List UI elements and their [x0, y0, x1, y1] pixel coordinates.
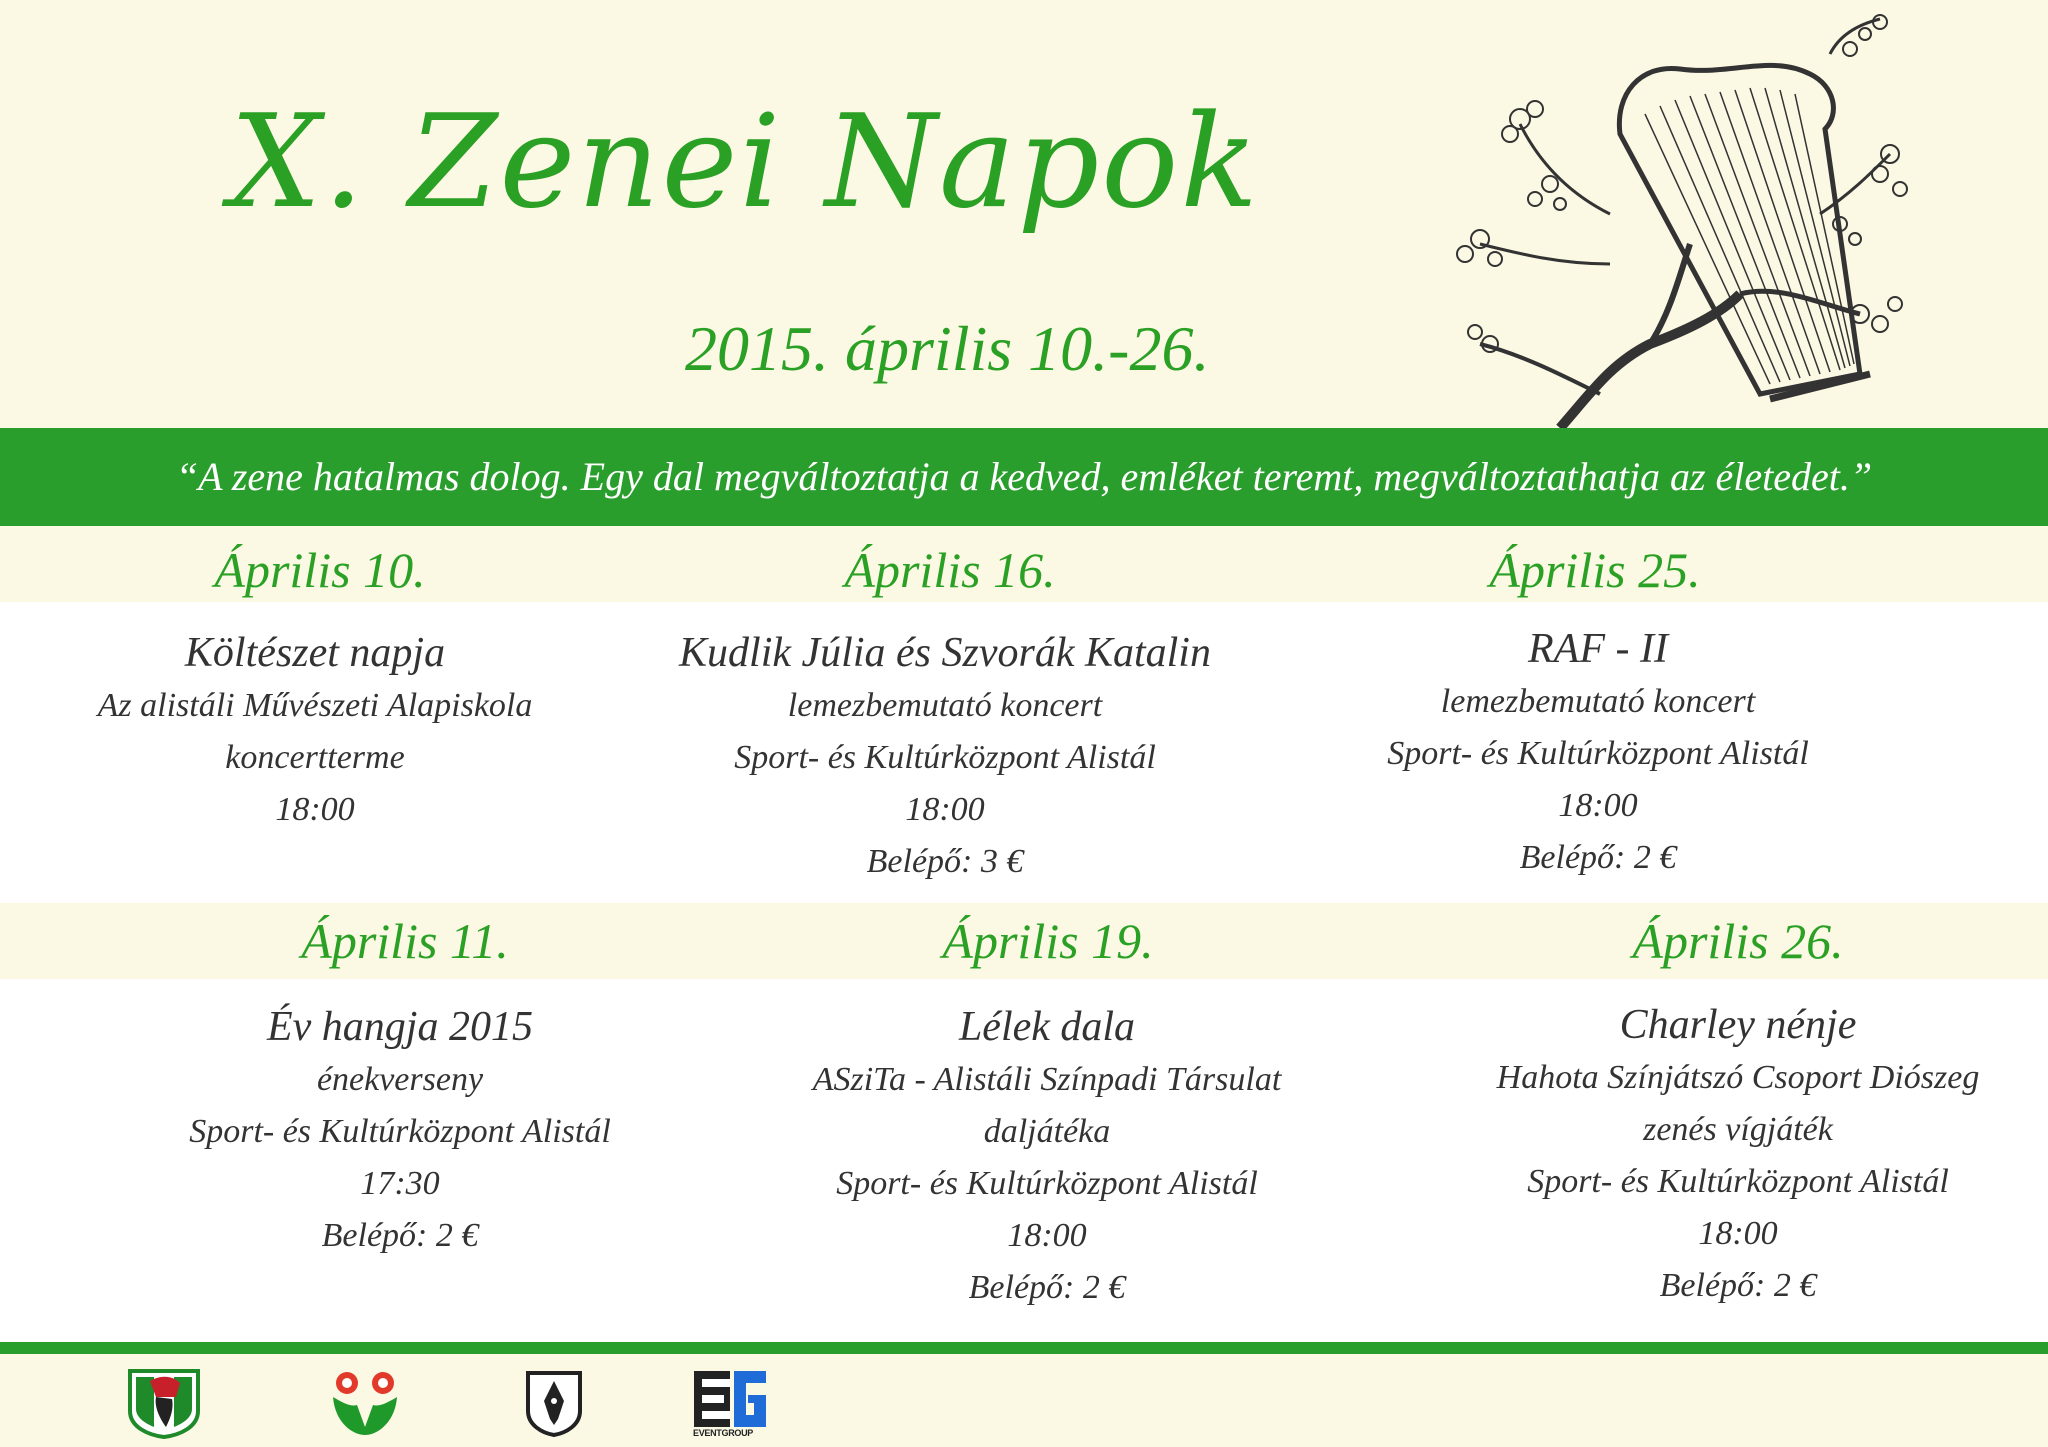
event-title: Költészet napja	[184, 630, 446, 676]
event-line: koncertterme	[225, 739, 405, 776]
coat-of-arms-logo	[126, 1367, 202, 1439]
date-april-10: Április 10.	[214, 542, 426, 598]
event-line: énekverseny	[316, 1061, 484, 1098]
event-venue: Sport- és Kultúrközpont Alistál	[734, 739, 1156, 776]
event-line: Az alistáli Művészeti Alapiskola	[97, 687, 533, 724]
event-line: ASziTa - Alistáli Színpadi Társulat	[812, 1061, 1282, 1098]
event-title: Kudlik Júlia és Szvorák Katalin	[679, 630, 1211, 676]
event-april-11	[189, 1000, 611, 1262]
event-april-10	[98, 626, 533, 836]
event-time: 17:30	[360, 1165, 440, 1202]
event-venue: Sport- és Kultúrközpont Alistál	[1527, 1163, 1949, 1200]
festival-dates: 2015. április 10.-26.	[685, 313, 1210, 384]
event-time: 18:00	[1698, 1215, 1778, 1252]
harp-tree-illustration	[1440, 14, 1910, 428]
event-april-16	[679, 626, 1211, 888]
event-title: RAF - II	[1528, 626, 1668, 672]
event-title: Charley nénje	[1619, 1002, 1857, 1048]
event-title: Év hangja 2015	[267, 1004, 533, 1050]
date-april-11: Április 11.	[301, 913, 509, 969]
event-price: Belépő: 3 €	[866, 843, 1024, 880]
event-venue: Sport- és Kultúrközpont Alistál	[189, 1113, 611, 1150]
event-time: 18:00	[1007, 1217, 1087, 1254]
footer-divider	[0, 1342, 2048, 1354]
event-line: lemezbemutató koncert	[1440, 683, 1756, 720]
pen-shield-logo	[516, 1367, 592, 1439]
event-venue: Sport- és Kultúrközpont Alistál	[836, 1165, 1258, 1202]
event-time: 18:00	[1558, 787, 1638, 824]
event-line: Hahota Színjátszó Csoport Diószeg	[1496, 1059, 1980, 1096]
date-april-16: Április 16.	[844, 542, 1056, 598]
event-venue: Sport- és Kultúrközpont Alistál	[1387, 735, 1809, 772]
event-april-26	[1497, 998, 1980, 1312]
event-line: lemezbemutató koncert	[787, 687, 1103, 724]
quote-band	[0, 428, 2048, 526]
event-time: 18:00	[275, 791, 355, 828]
event-price: Belépő: 2 €	[1519, 839, 1677, 876]
date-april-26: Április 26.	[1632, 913, 1844, 969]
quote-text: “A zene hatalmas dolog. Egy dal megváltoztatja a kedved, emléket teremt, megváltoztathatja az életedet.”	[175, 454, 1873, 499]
date-april-25: Április 25.	[1489, 542, 1701, 598]
page-title: X. Zenei Napok	[230, 88, 1260, 237]
footer-band	[0, 1354, 2048, 1447]
event-april-25	[1387, 622, 1809, 884]
hungarian-community-logo	[327, 1367, 403, 1439]
event-time: 18:00	[905, 791, 985, 828]
date-april-19: Április 19.	[942, 913, 1154, 969]
event-line: daljátéka	[983, 1113, 1111, 1150]
event-price: Belépő: 2 €	[1659, 1267, 1817, 1304]
event-line: zenés vígjáték	[1643, 1111, 1833, 1148]
event-title: Lélek dala	[958, 1004, 1136, 1050]
event-price: Belépő: 2 €	[321, 1217, 479, 1254]
event-price: Belépő: 2 €	[968, 1269, 1126, 1306]
event-april-19	[813, 1000, 1282, 1314]
event-group-caption: EVENTGROUP	[693, 1428, 754, 1438]
